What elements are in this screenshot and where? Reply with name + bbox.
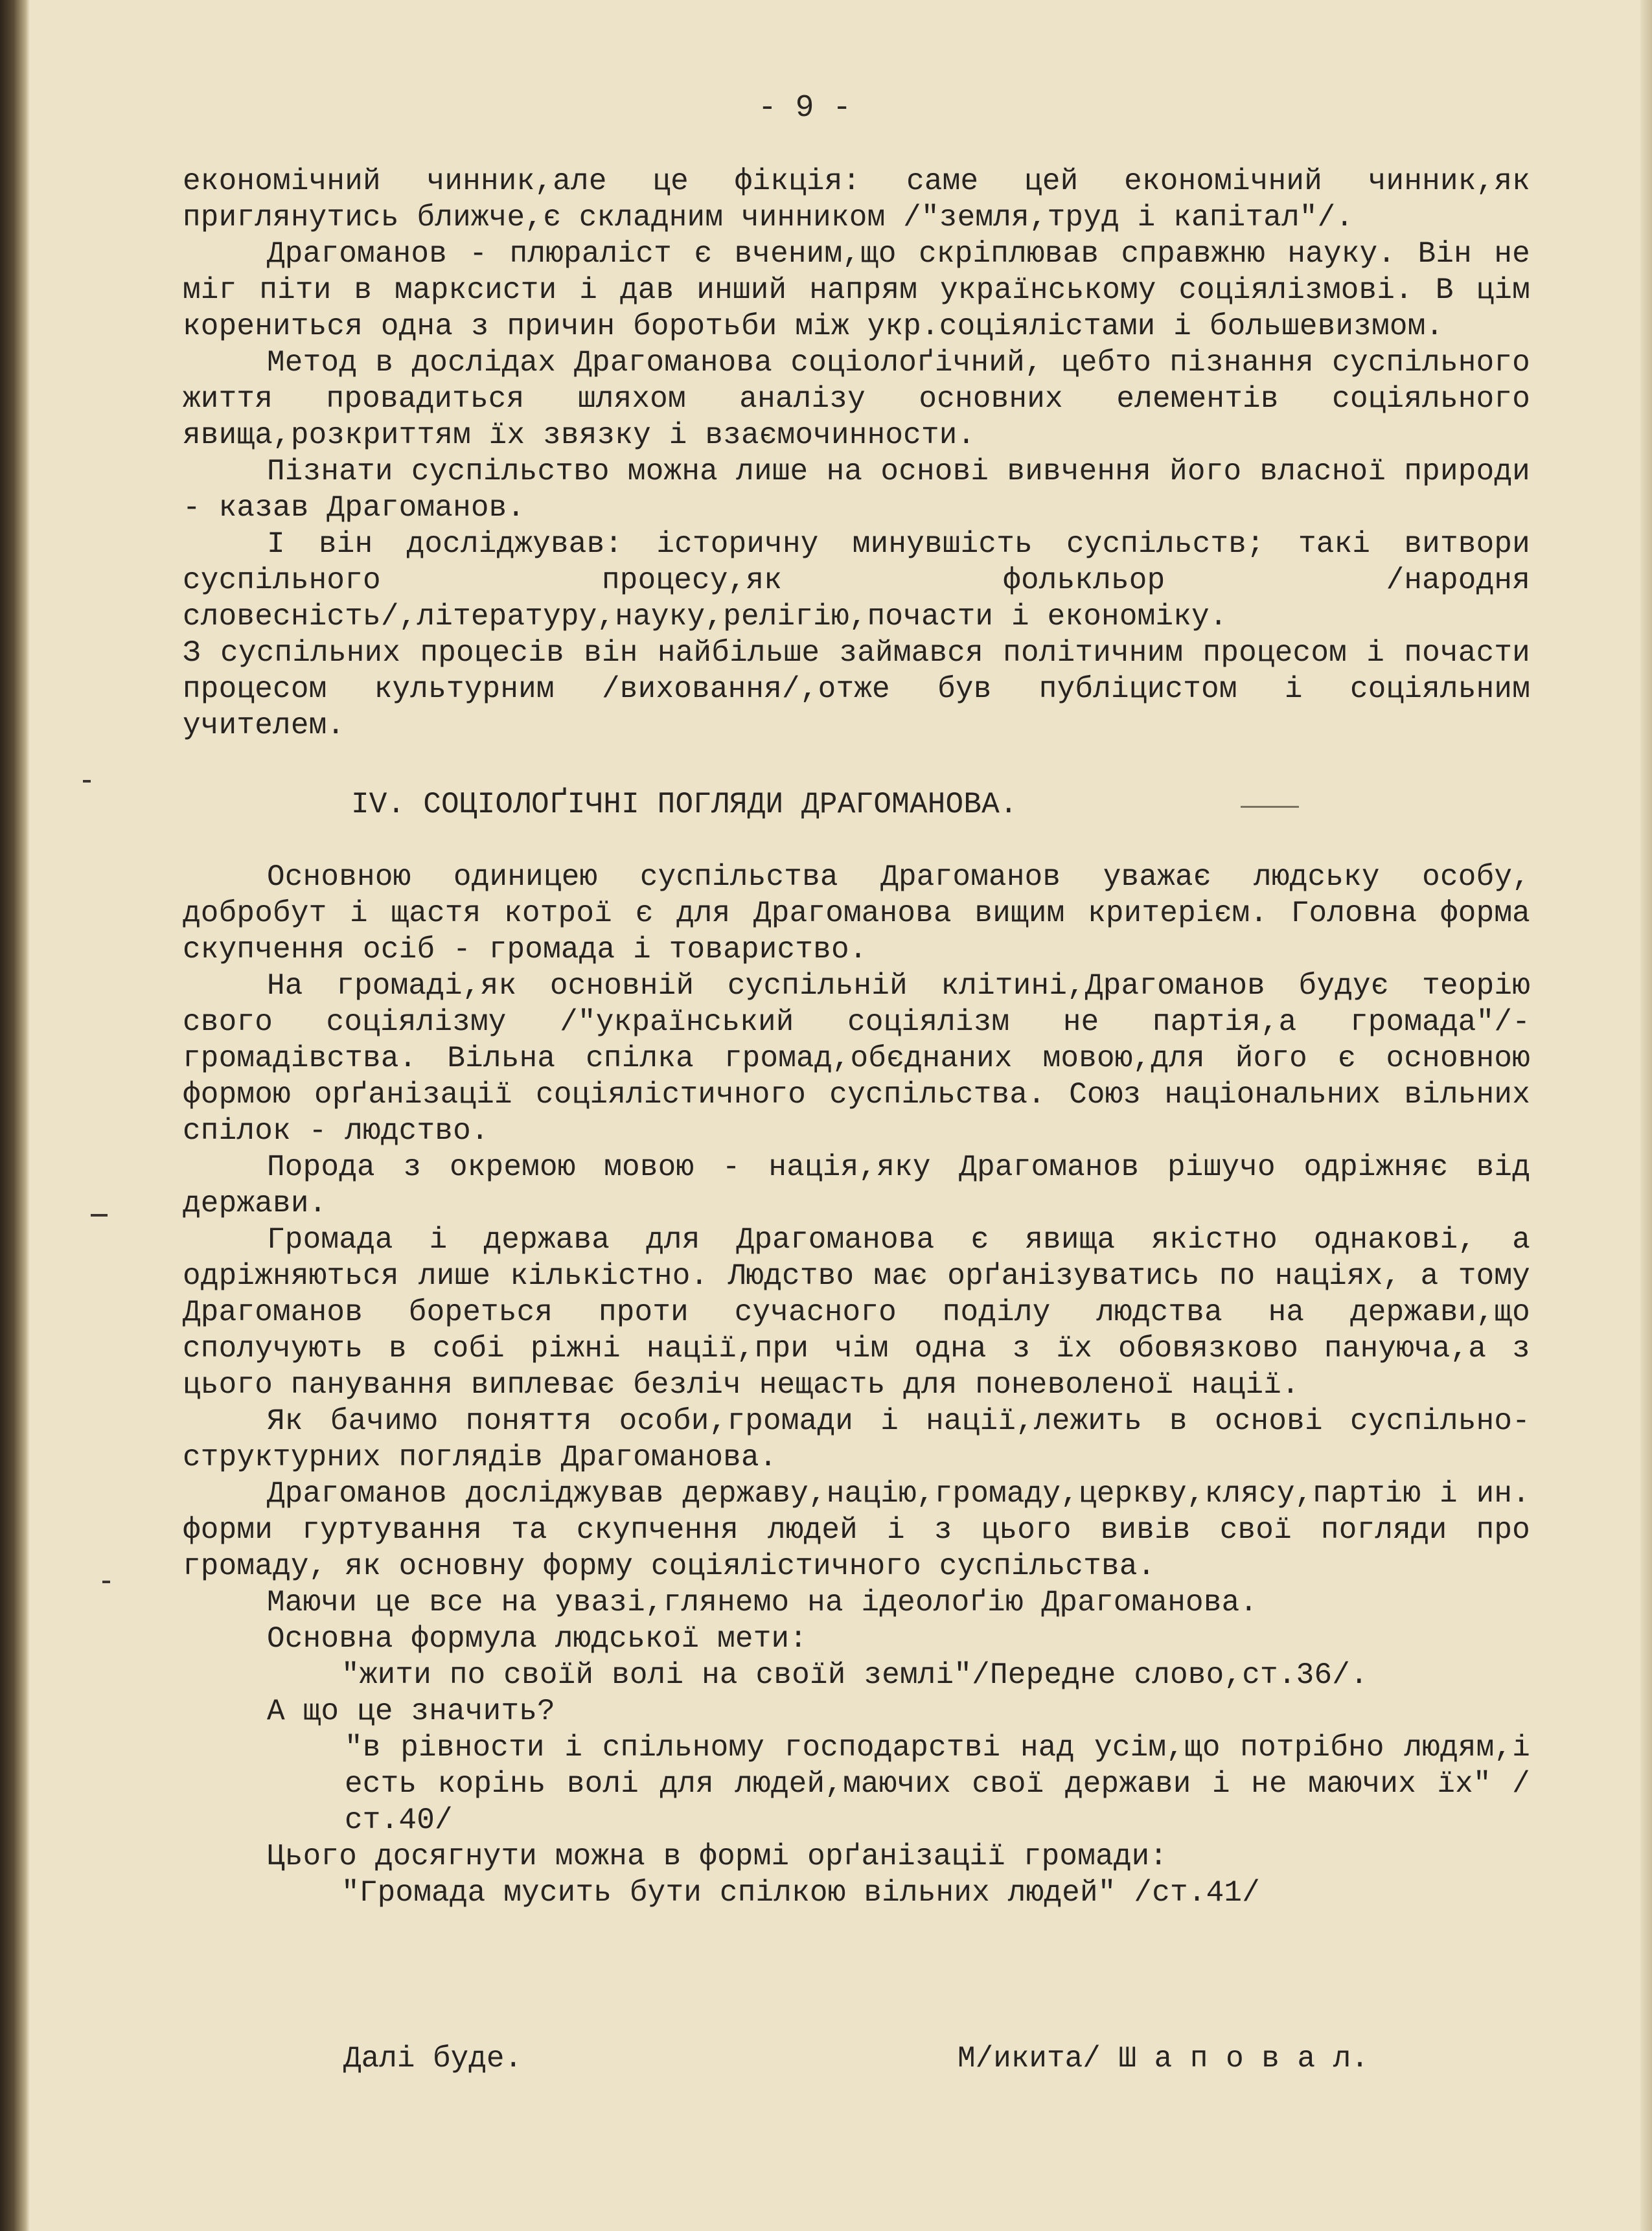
paragraph: На громаді,як основній суспільній клітині,Драгоманов будує теорію свого соціялізму /"український соціялізм не партія,а громада"/- громадівства. Вільна спілка громад,обєднаних мовою,для його є основною формою орґанізації соціялістичного суспільства. Союз національних вільних спілок - людство. bbox=[183, 969, 1548, 1148]
paragraph: А що це значить? bbox=[267, 1695, 555, 1728]
paragraph: Основною одиницею суспільства Драгоманов уважає людську особу, добробут і щастя котрої є для Драгоманова вищим критерієм. Головна форма скупчення осіб - громада і товариство. bbox=[183, 860, 1548, 967]
page-edge bbox=[1640, 0, 1652, 2231]
paragraph: Як бачимо поняття особи,громади і нації,лежить в основі суспільно-структурних поглядів Драгоманова. bbox=[183, 1404, 1530, 1474]
section-heading: ІV. СОЦІОЛОҐІЧНІ ПОГЛЯДИ ДРАГОМАНОВА. bbox=[351, 788, 1018, 821]
continued-note: Далі буде. bbox=[343, 2042, 523, 2076]
author-signature: М/икита/ Ш а п о в а л. bbox=[958, 2042, 1369, 2076]
margin-mark bbox=[91, 1214, 108, 1217]
paragraph: Маючи це все на увазі,глянемо на ідеолоґію Драгоманова. bbox=[267, 1586, 1258, 1619]
paragraph: Метод в дослідах Драгоманова соціолоґічний, цебто пізнання суспільного життя провадиться шляхом аналізу основних елементів соціяльного явища,розкриттям їх звязку і взаємочинности. bbox=[183, 346, 1548, 452]
paragraph: Пізнати суспільство можна лише на основі вивчення його власної природи - казав Драгоманов. bbox=[183, 455, 1548, 525]
book-binding bbox=[0, 0, 30, 2231]
paragraph: Основна формула людської мети: bbox=[267, 1622, 808, 1656]
paragraph: Драгоманов - плюраліст є вченим,що скріплював справжню науку. Він не міг піти в марксисти і дав инший напрям українському соціялізмові. В цім корениться одна з причин боротьби між укр.соціялістами і большевизмом. bbox=[183, 237, 1548, 343]
quotation: "жити по своїй волі на своїй землі"/Передне слово,ст.36/. bbox=[341, 1658, 1368, 1692]
margin-mark bbox=[102, 1581, 110, 1583]
quotation: "Громада мусить бути спілкою вільних людей" /ст.41/ bbox=[341, 1876, 1261, 1910]
paragraph: З суспільних процесів він найбільше займався політичним процесом і почасти процесом культурним /виховання/,отже був публіцистом і соціяльним учителем. bbox=[183, 636, 1548, 742]
paragraph: Порода з окремою мовою - нація,яку Драгоманов рішучо одріжняє від держави. bbox=[183, 1150, 1548, 1220]
paragraph: Цього досягнути можна в формі орґанізації громади: bbox=[267, 1840, 1168, 1873]
quotation: "в рівности і спільному господарстві над усім,що потрібно людям,і есть корінь волі для людей,маючих свої держави і не маючих їх" /ст.40/ bbox=[345, 1731, 1548, 1837]
paragraph: Драгоманов досліджував державу,націю,громаду,церкву,клясу,партію і ин. форми гуртування та скупчення людей і з цього вивів свої погляди про громаду, як основну форму соціялістичного суспільства. bbox=[183, 1477, 1548, 1583]
typed-text-block bbox=[183, 163, 1548, 1911]
paragraph: І він досліджував: історичну минувшість суспільств; такі витвори суспільного процесу,як фолькльор /народня словесність/,літературу,науку,релігію,почасти і економіку. bbox=[183, 527, 1548, 634]
page-number: - 9 - bbox=[758, 91, 852, 126]
paragraph: Громада і держава для Драгоманова є явища якістно однакові, а одріжняються лише кількістно. Людство має орґанізуватись по націях, а тому Драгоманов бореться проти сучасного поділу людства на держави,що сполучують в собі ріжні нації,при чім одна з їх обовязково пануюча,а з цього панування виплеває безліч нещасть для поневоленої нації. bbox=[183, 1223, 1548, 1402]
paragraph: економічний чинник,але це фікція: саме цей економічний чинник,як приглянутись ближче,є складним чинником /"земля,труд і капітал"/. bbox=[183, 165, 1548, 235]
margin-mark bbox=[83, 780, 91, 783]
